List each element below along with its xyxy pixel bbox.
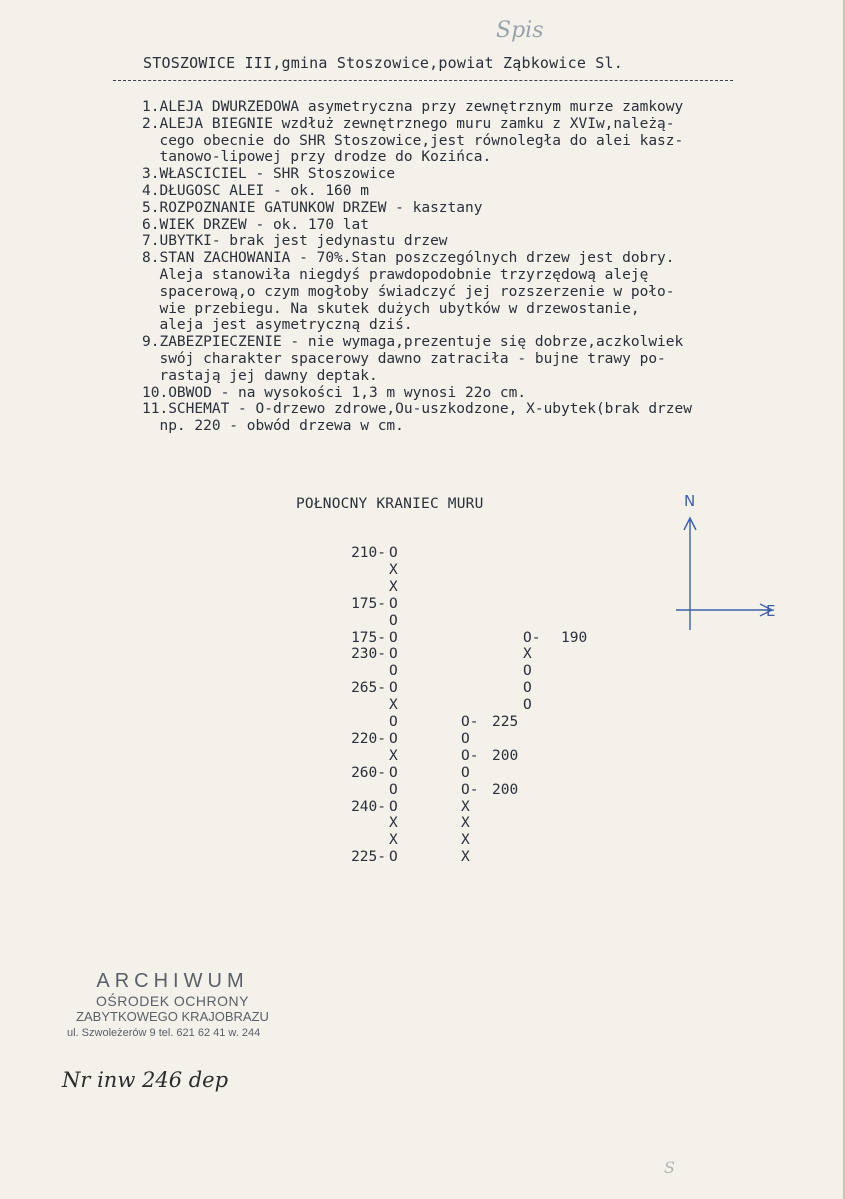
item-line: np. 220 - obwód drzewa w cm.	[142, 418, 404, 435]
stamp-line-3: ZABYTKOWEGO KRAJOBRAZU	[76, 1009, 269, 1024]
item-line: 4.DŁUGOSC ALEI - ok. 160 m	[142, 182, 369, 199]
item-line: cego obecnie do SHR Stoszowice,jest równoległa do alei kasz-	[142, 132, 684, 149]
tree-mark: X	[461, 815, 470, 832]
tree-mark: O	[389, 595, 398, 612]
tree-girth-label: 265-	[351, 680, 386, 697]
item-line: 9.ZABEZPIECZENIE - nie wymaga,prezentuje się dobrze,aczkolwiek	[142, 334, 684, 351]
tree-mark: O-	[461, 781, 479, 798]
tree-mark: O	[523, 680, 532, 697]
tree-mark: X	[461, 832, 470, 849]
compass	[660, 490, 790, 640]
item-list	[142, 99, 692, 435]
tree-mark: O	[389, 714, 398, 730]
inventory-number: Nr inw 246 dep	[62, 1068, 229, 1092]
tree-girth-label: 225-	[351, 849, 386, 866]
tree-mark: X	[389, 747, 398, 764]
tree-girth-label: 210-	[351, 545, 386, 561]
tree-mark: O	[389, 663, 398, 680]
tree-mark: X	[389, 561, 398, 578]
tree-girth-value: 200	[492, 781, 519, 798]
item-line: 7.UBYTKI- brak jest jedynastu drzew	[142, 233, 448, 250]
item-line: 2.ALEJA BIEGNIE wzdłuż zewnętrznego muru zamku z XVIw,należą-	[142, 115, 675, 132]
north-label: N	[684, 492, 696, 510]
stamp-line-2: OŚRODEK OCHRONY	[96, 993, 249, 1009]
tree-mark: X	[389, 832, 398, 849]
east-label: E	[766, 602, 776, 620]
item-line: 8.STAN ZACHOWANIA - 70%.Stan poszczególnych drzew jest dobry.	[142, 250, 675, 267]
tree-mark: X	[389, 697, 398, 714]
item-line: Aleja stanowiła niegdyś prawdopodobnie trzyrzędową aleję	[142, 266, 649, 283]
tree-mark: X	[461, 849, 470, 866]
corner-mark: S	[664, 1158, 675, 1177]
item-line: 3.WŁASCICIEL - SHR Stoszowice	[142, 166, 396, 183]
tree-mark: O	[389, 849, 398, 866]
item-line: swój charakter spacerowy dawno zatraciła - bujne trawy po-	[142, 350, 666, 367]
title-underline	[113, 80, 733, 81]
tree-mark: X	[523, 646, 532, 663]
tree-mark: O	[389, 764, 398, 781]
item-line: spacerową,o czym mogłoby świadczyć jej rozszerzenie w poło-	[142, 283, 675, 300]
tree-mark: O-	[461, 714, 479, 730]
item-line: 1.ALEJA DWURZEDOWA asymetryczna przy zewnętrznym murze zamkowy	[142, 99, 684, 115]
tree-mark: O	[389, 545, 398, 561]
tree-girth-value: 200	[492, 747, 519, 764]
tree-girth-label: 260-	[351, 764, 386, 781]
tree-mark: O	[523, 663, 532, 680]
tree-mark: O	[389, 730, 398, 747]
item-line: 5.ROZPOZNANIE GATUNKOW DRZEW - kasztany	[142, 199, 483, 216]
tree-mark: O	[461, 730, 470, 747]
tree-mark: O	[389, 680, 398, 697]
tree-mark: O	[389, 629, 398, 646]
tree-girth-value: 190	[561, 629, 588, 646]
archive-stamp	[67, 970, 275, 1039]
tree-girth-label: 230-	[351, 646, 386, 663]
tree-girth-label: 220-	[351, 730, 386, 747]
item-line: rastają jej dawny deptak.	[142, 367, 378, 384]
tree-mark: X	[461, 798, 470, 815]
tree-girth-label: 240-	[351, 798, 386, 815]
tree-mark: X	[389, 578, 398, 595]
tree-mark: O	[461, 764, 470, 781]
tree-mark: O-	[523, 629, 541, 646]
tree-mark: O	[389, 646, 398, 663]
stamp-line-1: ARCHIWUM	[96, 970, 249, 992]
stamp-line-4: ul. Szwoleżerów 9 tel. 621 62 41 w. 244	[67, 1027, 261, 1039]
tree-girth-label: 175-	[351, 629, 386, 646]
tree-mark: O	[389, 798, 398, 815]
tree-mark: X	[389, 815, 398, 832]
item-line: 11.SCHEMAT - O-drzewo zdrowe,Ou-uszkodzone, X-ubytek(brak drzew	[142, 401, 692, 418]
handwritten-spis: Spis	[496, 18, 544, 43]
item-line: wie przebiegu. Na skutek dużych ubytków w drzewostanie,	[142, 300, 640, 317]
item-line: aleja jest asymetryczną dziś.	[142, 317, 413, 334]
tree-mark: O-	[461, 747, 479, 764]
item-line: 6.WIEK DRZEW - ok. 170 lat	[142, 216, 369, 233]
document-title: STOSZOWICE III,gmina Stoszowice,powiat Ząbkowice Sl.	[143, 54, 623, 72]
item-line: tanowo-lipowej przy drodze do Kozińca.	[142, 149, 492, 166]
tree-mark: O	[389, 612, 398, 629]
tree-mark: O	[523, 697, 532, 714]
tree-girth-value: 225	[492, 714, 519, 730]
tree-girth-label: 175-	[351, 595, 386, 612]
item-line: 10.OBWOD - na wysokości 1,3 m wynosi 22o cm.	[142, 384, 527, 401]
tree-mark: O	[389, 781, 398, 798]
diagram-heading: POŁNOCNY KRANIEC MURU	[296, 496, 484, 512]
